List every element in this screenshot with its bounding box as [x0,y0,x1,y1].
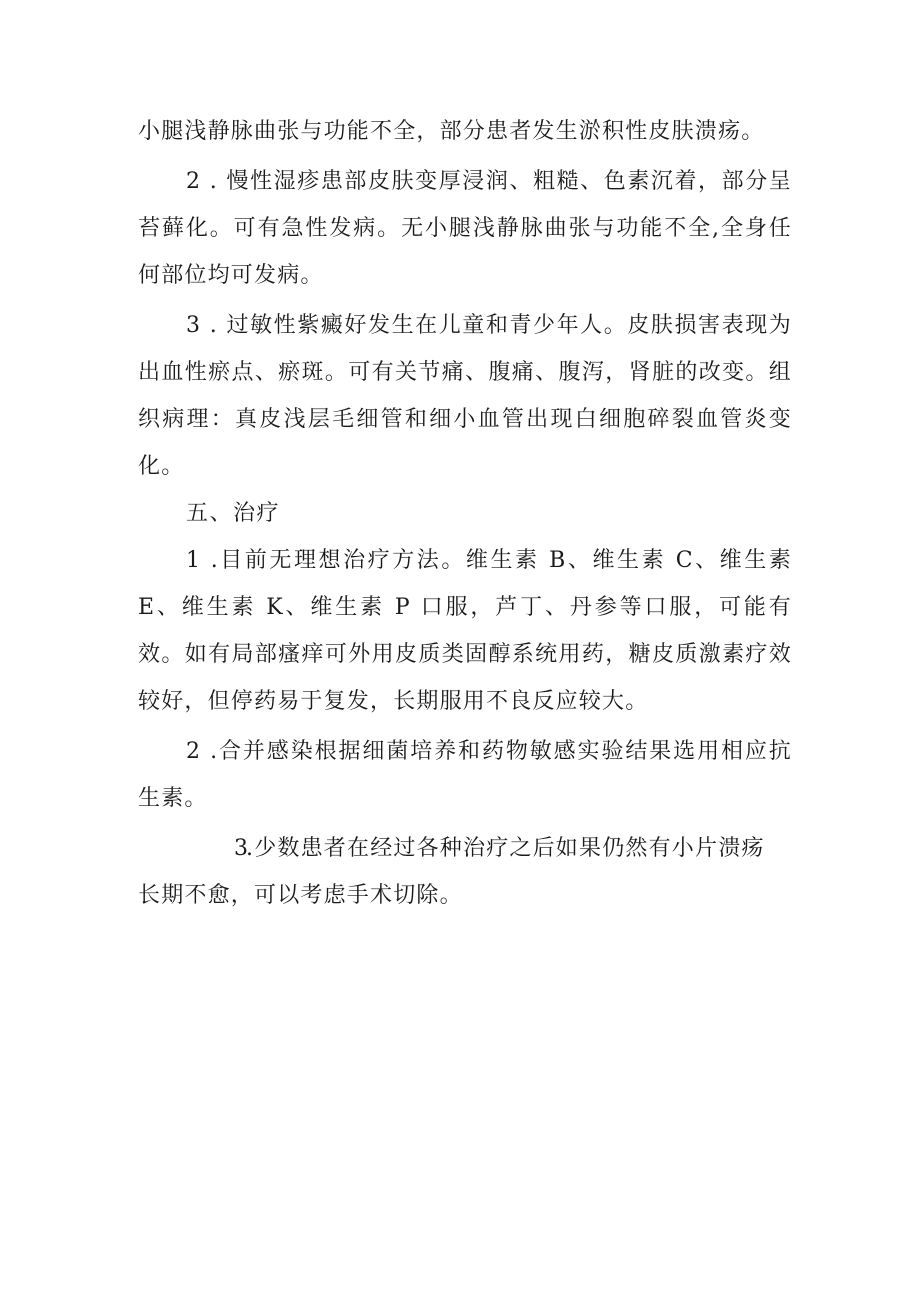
document-body [138,108,792,919]
paragraph-treatment-3-line1 [138,825,792,872]
treatment-3-text-line1: .少数患者在经过各种治疗之后如果仍然有小片溃疡 [246,836,765,861]
paragraph-allergic-purpura: 3 . 过敏性紫癜好发生在儿童和青少年人。皮肤损害表现为出血性瘀点、瘀斑。可有关节痛、腹痛、腹泻，肾脏的改变。组织病理：真皮浅层毛细管和细小血管出现白细胞碎裂血管炎变化。 [138,313,792,479]
paragraph-chronic-eczema: 2 . 慢性湿疹患部皮肤变厚浸润、粗糙、色素沉着，部分呈苔藓化。可有急性发病。无小腿浅静脉曲张与功能不全,全身任何部位均可发病。 [138,169,792,288]
paragraph-treatment-1: 1 .目前无理想治疗方法。维生素 B、维生素 C、维生素 E、维生素 K、维生素 P 口服，芦丁、丹参等口服，可能有效。如有局部瘙痒可外用皮质类固醇系统用药，糖皮质激素疗效较好，但停药易于复发，长期服用不良反应较大。 [138,548,792,714]
paragraph-treatment-3 [138,825,792,919]
paragraph-treatment-3-line2: 长期不愈，可以考虑手术切除。 [138,883,463,908]
treatment-3-number: 3 [234,836,250,861]
paragraph-continuation: 小腿浅静脉曲张与功能不全，部分患者发生淤积性皮肤溃疡。 [138,119,765,144]
paragraph-treatment-2: 2 .合并感染根据细菌培养和药物敏感实验结果选用相应抗生素。 [138,739,792,811]
section-heading-treatment: 五、治疗 [186,501,281,526]
